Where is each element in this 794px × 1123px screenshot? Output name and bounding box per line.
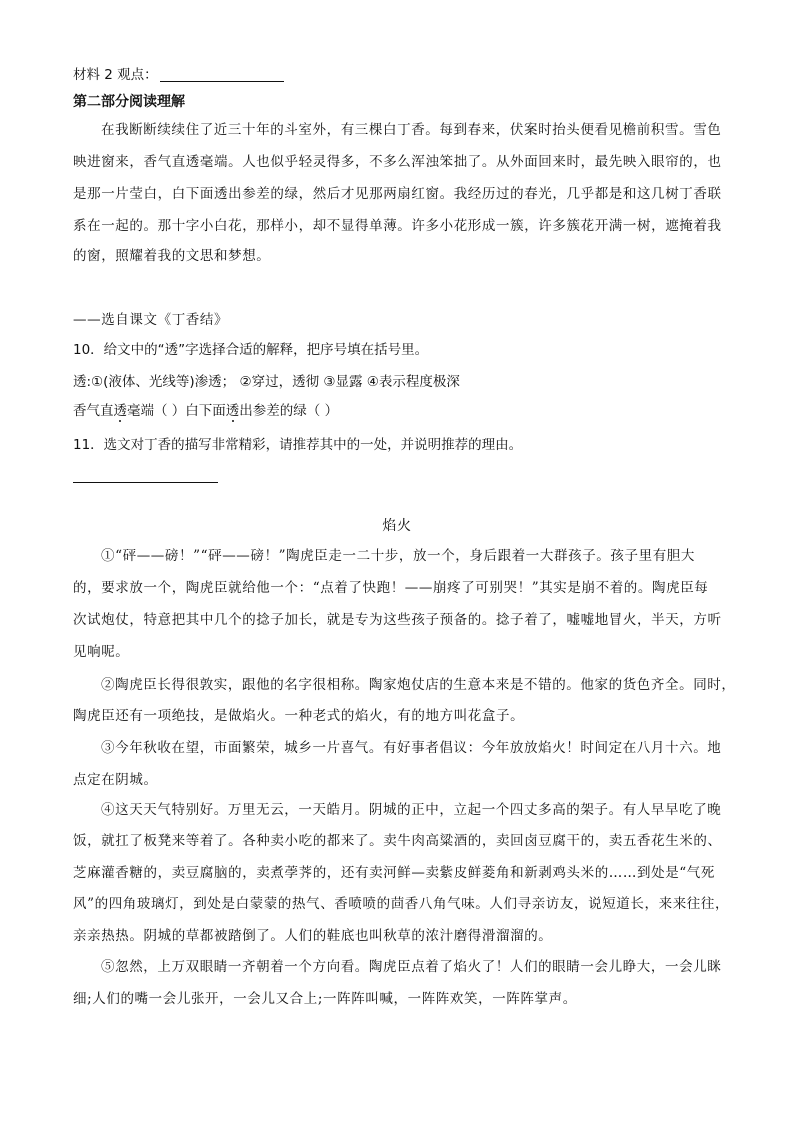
fill-a-pre: 香气直: [73, 403, 114, 419]
paragraph-4-line: 饭，就扛了板凳来等着了。各种卖小吃的都来了。卖牛肉高粱酒的，卖回卤豆腐干的，卖五香花生米的、: [73, 833, 722, 849]
paragraph-3-line: ③今年秋收在望，市面繁荣，城乡一片喜气。有好事者倡议：今年放放焰火！时间定在八月十六。地: [101, 740, 722, 756]
paragraph-4-line: ④这天天气特别好。万里无云，一天皓月。阴城的正中，立起一个四丈多高的架子。有人早早吃了晚: [101, 802, 722, 818]
passage-1-line: 映进窗来，香气直透毫端。人也似乎轻灵得多，不多么浑浊笨拙了。从外面回来时，最先映入眼帘的，也: [73, 154, 722, 170]
passage-1-line: 的窗，照耀着我的文思和梦想。: [73, 248, 271, 264]
fill-a-post[interactable]: 毫端（ ）白下面: [127, 403, 226, 419]
passage-1-line: 是那一片莹白，白下面透出参差的绿，然后才见那两扇红窗。我经历过的春光，几乎都是和这几树丁香联: [73, 186, 722, 202]
viewpoint-answer-blank[interactable]: [160, 67, 284, 82]
paragraph-4-line: 亲亲热热。阴城的草都被踏倒了。人们的鞋底也叫秋草的浓汁磨得滑溜溜的。: [73, 928, 553, 944]
question-11-answer-line[interactable]: [73, 482, 218, 483]
material-2-label: 材料 2 观点：: [73, 67, 158, 83]
passage-2-title: 焰火: [382, 518, 412, 534]
paragraph-1-line: 次试炮仗，特意把其中几个的捻子加长，就是专为这些孩子预备的。捻子着了，嘘嘘地冒火，半天，方听: [73, 612, 722, 628]
fill-a-emphasis-char: 透: [113, 403, 127, 419]
paragraph-5-line: 细;人们的嘴一会儿张开，一会儿又合上;一阵阵叫喊，一阵阵欢笑，一阵阵掌声。: [73, 991, 577, 1007]
paragraph-2-line: 陶虎臣还有一项绝技，是做焰火。一种老式的焰火，有的地方叫花盒子。: [73, 708, 525, 724]
fill-b-post[interactable]: 出参差的绿（ ）: [239, 403, 339, 419]
question-10-options: 透:①(液体、光线等)渗透； ②穿过，透彻 ③显露 ④表示程度极深: [73, 374, 460, 390]
question-10-fill-line: [73, 401, 338, 421]
paragraph-5-line: ⑤忽然，上万双眼睛一齐朝着一个方向看。陶虎臣点着了焰火了！人们的眼睛一会儿睁大，一会儿眯: [101, 959, 722, 975]
paragraph-3-line: 点定在阴城。: [73, 772, 158, 788]
paragraph-2-line: ②陶虎臣长得很敦实，跟他的名字很相称。陶家炮仗店的生意本来是不错的。他家的货色齐全。同时，: [101, 677, 736, 693]
question-11-prompt: 11．选文对丁香的描写非常精彩，请推荐其中的一处，并说明推荐的理由。: [73, 437, 523, 453]
passage-1-line: 系在一起的。那十字小白花，那样小，却不显得单薄。许多小花形成一簇，许多簇花开满一树，遮掩着我: [73, 218, 722, 234]
passage-1-source: ——选自课文《丁香结》: [73, 312, 229, 328]
paragraph-1-line: 的，要求放一个，陶虎臣就给他一个：“点着了快跑！——崩疼了可别哭！”其实是崩不着的。陶虎臣每: [73, 580, 709, 596]
paragraph-4-line: 芝麻灌香糖的，卖豆腐脑的，卖煮荸荠的，还有卖河鲜—卖紫皮鲜菱角和新剥鸡头米的……到处是“气死: [73, 865, 715, 881]
part-2-heading: 第二部分阅读理解: [73, 94, 185, 110]
fill-b-emphasis-char: 透: [225, 403, 240, 419]
paragraph-1-line: 见响呢。: [73, 644, 130, 660]
paragraph-4-line: 风”的四角玻璃灯，到处是白蒙蒙的热气、香喷喷的茴香八角气味。人们寻亲访友，说短道长，来来往往，: [73, 896, 730, 912]
material-2-viewpoint-line: [73, 65, 284, 85]
passage-1-line: 在我断断续续住了近三十年的斗室外，有三棵白丁香。每到春来，伏案时抬头便看见檐前积雪。雪色: [101, 122, 722, 138]
question-10-prompt: 10．给文中的“透”字选择合适的解释，把序号填在括号里。: [73, 342, 429, 358]
paragraph-1-line: ①“砰——磅！”“砰——磅！”陶虎臣走一二十步，放一个，身后跟着一大群孩子。孩子里有胆大: [101, 548, 696, 564]
